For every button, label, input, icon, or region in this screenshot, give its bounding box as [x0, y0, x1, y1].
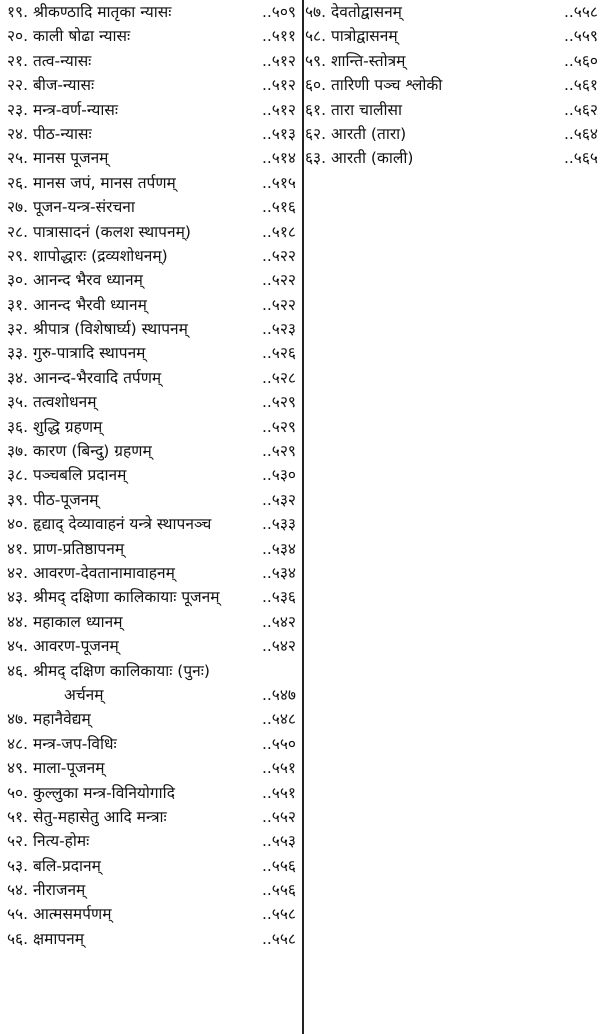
toc-entry-page: ..५१८: [261, 222, 296, 241]
toc-entry: [0, 878, 300, 902]
toc-entry-page: ..५३२: [261, 490, 296, 509]
toc-entry: [0, 829, 300, 853]
toc-entry: [0, 902, 300, 926]
toc-entry-title: ६२. आरती (तारा): [305, 124, 407, 143]
toc-entry: [0, 293, 300, 317]
toc-entry: [0, 537, 300, 561]
toc-entry-page: ..५३०: [261, 466, 296, 485]
toc-entry: [0, 756, 300, 780]
toc-entry-page: ..५४७: [261, 685, 296, 704]
toc-entry: [305, 98, 600, 122]
toc-entry-title: ५२. नित्य-होमः: [7, 832, 90, 851]
toc-entry-page: ..५३६: [261, 588, 296, 607]
toc-entry-title: ४९. माला-पूजनम्: [7, 759, 105, 778]
toc-entry-title: ५५. आत्मसमर्पणम्: [7, 905, 112, 924]
toc-entry: [0, 268, 300, 292]
toc-entry: [0, 512, 300, 536]
toc-entry-title: ४०. हृद्याद् देव्यावाहनं यन्त्रे स्थापनञ्च: [7, 515, 212, 534]
toc-entry: [0, 781, 300, 805]
toc-entry: [0, 195, 300, 219]
toc-entry-page: ..५१६: [261, 198, 296, 217]
toc-entry-page: ..५१२: [261, 51, 296, 70]
toc-entry: [0, 366, 300, 390]
toc-entry: [0, 561, 300, 585]
toc-entry: [0, 439, 300, 463]
toc-entry: [0, 244, 300, 268]
toc-entry-page: ..५६१: [563, 76, 598, 95]
toc-entry-page: ..५५८: [563, 3, 598, 21]
toc-entry: [0, 634, 300, 658]
toc-entry-title: ४३. श्रीमद् दक्षिणा कालिकायाः पूजनम्: [7, 588, 220, 607]
toc-entry-title: ४८. मन्त्र-जप-विधिः: [7, 734, 117, 753]
toc-entry: [0, 24, 300, 48]
toc-entry: [305, 73, 600, 97]
toc-entry-title: ३५. तत्वशोधनम्: [7, 393, 97, 412]
toc-entry-page: ..५१२: [261, 100, 296, 119]
toc-entry-title: ३६. शुद्धि ग्रहणम्: [7, 417, 103, 436]
toc-entry-page: ..५३४: [261, 563, 296, 582]
toc-entry: [0, 146, 300, 170]
toc-entry-title: ३३. गुरु-पात्रादि स्थापनम्: [7, 344, 146, 363]
toc-entry-page: ..५५०: [261, 734, 296, 753]
toc-entry: [305, 122, 600, 146]
toc-entry-title: ५०. कुल्लुका मन्त्र-विनियोगादि: [7, 783, 175, 802]
toc-entry-title: ५४. नीराजनम्: [7, 881, 86, 900]
toc-entry-page: ..५५३: [261, 832, 296, 851]
toc-entry: [0, 122, 300, 146]
toc-entry-title: ३२. श्रीपात्र (विशेषार्घ्य) स्थापनम्: [7, 320, 188, 339]
toc-entry-title: ५९. शान्ति-स्तोत्रम्: [305, 51, 406, 70]
toc-entry-page: ..५२२: [261, 271, 296, 290]
toc-entry: [0, 98, 300, 122]
toc-entry-title: २३. मन्त्र-वर्ण-न्यासः: [7, 100, 119, 119]
toc-entry: [305, 0, 600, 24]
toc-entry-title: ६३. आरती (काली): [305, 149, 414, 168]
toc-entry: [0, 463, 300, 487]
toc-entry: [0, 341, 300, 365]
toc-entry-page: ..५५८: [261, 905, 296, 924]
toc-entry: [0, 585, 300, 609]
toc-entry: [0, 49, 300, 73]
column-divider: [302, 0, 304, 1034]
toc-entry-page: ..५५१: [261, 783, 296, 802]
toc-entry-title: २८. पात्रासादनं (कलश स्थापनम्): [7, 222, 191, 241]
toc-entry-title: ४७. महानैवेद्यम्: [7, 710, 91, 729]
toc-entry-page: ..५११: [261, 27, 296, 46]
toc-entry-title: २७. पूजन-यन्त्र-संरचना: [7, 198, 135, 217]
toc-entry-page: ..५०९: [261, 3, 296, 21]
toc-entry-title: ३७. कारण (बिन्दु) ग्रहणम्: [7, 442, 152, 461]
toc-entry-page: ..५५२: [261, 807, 296, 826]
toc-entry-page: ..५५६: [261, 881, 296, 900]
toc-entry-page: ..५२९: [261, 417, 296, 436]
toc-entry: [305, 24, 600, 48]
toc-entry-title: २१. तत्व-न्यासः: [7, 51, 92, 70]
toc-entry-page: ..५३३: [261, 515, 296, 534]
toc-entry-title: २०. काली षोढा न्यासः: [7, 27, 131, 46]
toc-entry-title: ५७. देवतोद्वासनम्: [305, 3, 402, 21]
toc-entry-page: ..५६२: [563, 100, 598, 119]
toc-entry-page: ..५६०: [563, 51, 598, 70]
toc-entry: [0, 707, 300, 731]
toc-entry-title: ३८. पञ्चबलि प्रदानम्: [7, 466, 127, 485]
toc-entry-title: ३९. पीठ-पूजनम्: [7, 490, 99, 509]
toc-entry-page: ..५५६: [261, 856, 296, 875]
toc-entry: [0, 805, 300, 829]
toc-entry-title: ४१. प्राण-प्रतिष्ठापनम्: [7, 539, 125, 558]
toc-entry: [0, 659, 300, 683]
toc-entry-title: ४५. आवरण-पूजनम्: [7, 637, 119, 656]
toc-entry-page: ..५२२: [261, 246, 296, 265]
toc-entry-title: अर्चनम्: [64, 685, 104, 704]
toc-entry: [0, 488, 300, 512]
toc-entry-title: ४२. आवरण-देवतानामावाहनम्: [7, 563, 175, 582]
toc-entry: [0, 610, 300, 634]
toc-entry-page: ..५२६: [261, 344, 296, 363]
toc-entry-title: २६. मानस जपं, मानस तर्पणम्: [7, 173, 176, 192]
toc-entry-page: ..५४२: [261, 637, 296, 656]
toc-entry-page: ..५१४: [261, 149, 296, 168]
toc-entry-page: ..५६४: [563, 124, 598, 143]
toc-entry: [0, 854, 300, 878]
toc-entry-title: ५८. पात्रोद्वासनम्: [305, 27, 398, 46]
toc-entry-title: ४४. महाकाल ध्यानम्: [7, 612, 123, 631]
toc-entry: [0, 683, 300, 707]
toc-entry: [0, 415, 300, 439]
toc-entry: [0, 317, 300, 341]
toc-entry-title: ५३. बलि-प्रदानम्: [7, 856, 101, 875]
toc-entry: [0, 171, 300, 195]
toc-entry-title: २९. शापोद्धारः (द्रव्यशोधनम्): [7, 246, 168, 265]
toc-entry-page: ..५२३: [261, 320, 296, 339]
toc-entry-page: ..५२२: [261, 295, 296, 314]
toc-entry-title: २२. बीज-न्यासः: [7, 76, 95, 95]
toc-entry-page: ..५२९: [261, 393, 296, 412]
toc-entry-title: ६१. तारा चालीसा: [305, 100, 402, 119]
toc-entry-page: ..५१२: [261, 76, 296, 95]
toc-entry-title: ३४. आनन्द-भैरवादि तर्पणम्: [7, 368, 162, 387]
toc-left-column: [0, 0, 300, 951]
toc-entry: [0, 73, 300, 97]
toc-entry-title: ५६. क्षमापनम्: [7, 929, 85, 948]
toc-entry-page: ..५१३: [261, 124, 296, 143]
toc-entry-page: ..५४८: [261, 710, 296, 729]
toc-entry-page: ..५३४: [261, 539, 296, 558]
toc-right-column: [305, 0, 600, 171]
toc-entry-page: ..५१५: [261, 173, 296, 192]
toc-entry-page: ..५२९: [261, 442, 296, 461]
toc-entry-title: ३०. आनन्द भैरव ध्यानम्: [7, 271, 143, 290]
toc-entry-page: ..५२८: [261, 368, 296, 387]
toc-entry: [0, 732, 300, 756]
toc-entry: [0, 220, 300, 244]
toc-entry-page: ..५५९: [563, 27, 598, 46]
toc-entry: [0, 0, 300, 24]
toc-entry-title: २५. मानस पूजनम्: [7, 149, 109, 168]
toc-entry-title: २४. पीठ-न्यासः: [7, 124, 92, 143]
toc-entry-title: १९. श्रीकण्ठादि मातृका न्यासः: [7, 3, 172, 21]
toc-entry-page: ..५६५: [563, 149, 598, 168]
toc-entry-title: ३१. आनन्द भैरवी ध्यानम्: [7, 295, 147, 314]
toc-entry-title: ६०. तारिणी पञ्च श्लोकी: [305, 76, 443, 95]
toc-entry: [0, 927, 300, 951]
toc-entry-title: ४६. श्रीमद् दक्षिण कालिकायाः (पुनः): [7, 661, 210, 680]
toc-entry: [0, 390, 300, 414]
toc-entry: [305, 146, 600, 170]
toc-entry: [305, 49, 600, 73]
toc-entry-page: ..५५१: [261, 759, 296, 778]
toc-entry-title: ५१. सेतु-महासेतु आदि मन्त्राः: [7, 807, 167, 826]
toc-entry-page: ..५५८: [261, 929, 296, 948]
toc-entry-page: ..५४२: [261, 612, 296, 631]
